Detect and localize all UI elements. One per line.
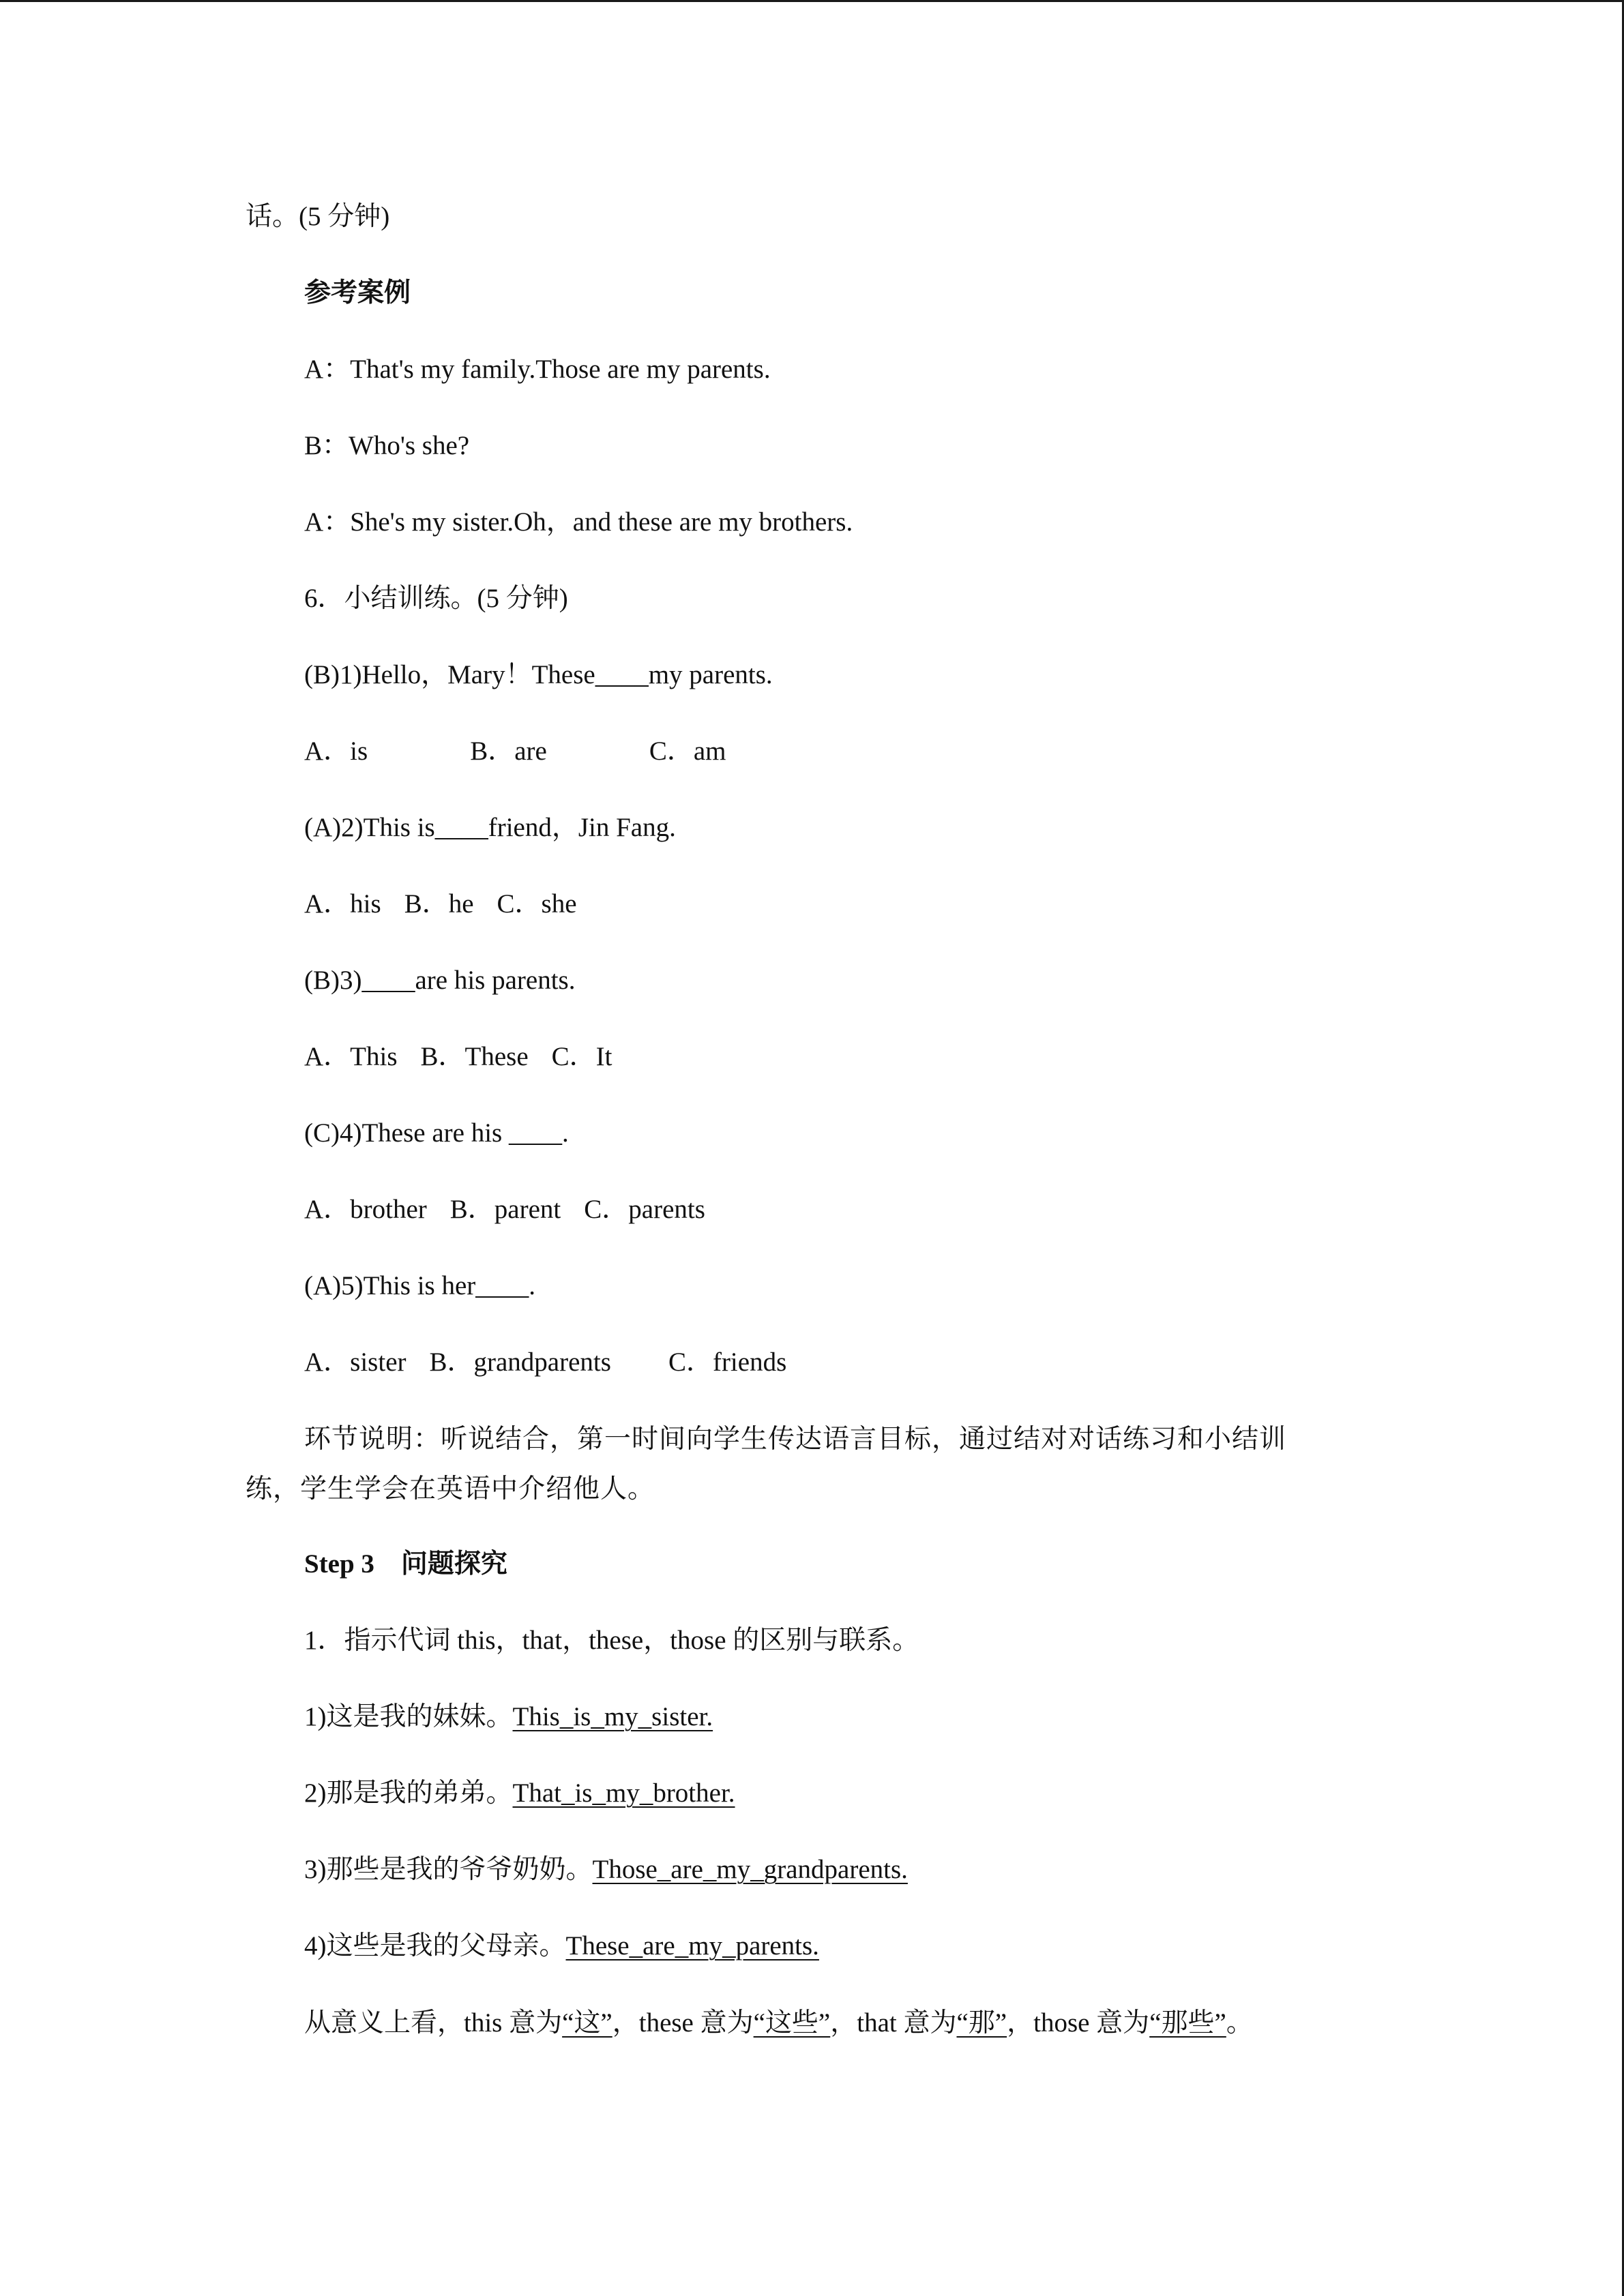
meaning-text: ，those 意为 bbox=[1007, 2008, 1150, 2038]
option-b: B．are bbox=[470, 736, 547, 766]
stage-note: 环节说明：听说结合，第一时间向学生传达语言目标，通过结对对话练习和小结训练，学生学会在英语中介绍他人。 bbox=[246, 1425, 1287, 1504]
option-c: C．friends bbox=[668, 1347, 787, 1377]
meaning-text: 从意义上看，this 意为 bbox=[304, 2008, 563, 2038]
option-a: A．This bbox=[304, 1042, 398, 1071]
dialogue-line: B：Who's she? bbox=[304, 431, 470, 460]
dialogue-line: A：That's my family.Those are my parents. bbox=[304, 355, 771, 384]
document-page bbox=[246, 198, 1337, 2048]
question-5: (A)5)This is her____. bbox=[304, 1271, 536, 1300]
meaning-text: 。 bbox=[1226, 2008, 1253, 2038]
question-2-options bbox=[246, 885, 1337, 923]
example-3-chinese: 3)那些是我的爷爷奶奶。 bbox=[304, 1855, 593, 1884]
example-4-chinese: 4)这些是我的父母亲。 bbox=[304, 1931, 566, 1960]
question-4: (C)4)These are his ____. bbox=[304, 1118, 569, 1148]
example-1 bbox=[246, 1698, 1337, 1736]
meaning-answer-this: “这” bbox=[562, 2008, 612, 2038]
meaning-answer-those: “那些” bbox=[1149, 2008, 1226, 2038]
option-a: A．is bbox=[304, 736, 368, 766]
example-1-answer: This_is_my_sister. bbox=[512, 1702, 713, 1731]
option-b: B．grandparents bbox=[429, 1347, 611, 1377]
option-c: C．she bbox=[497, 889, 577, 919]
question-2: (A)2)This is____friend，Jin Fang. bbox=[304, 813, 676, 842]
example-3 bbox=[246, 1851, 1337, 1889]
meaning-answer-these: “这些” bbox=[753, 2008, 831, 2038]
option-b: B．parent bbox=[449, 1195, 561, 1224]
option-c: C．parents bbox=[584, 1195, 705, 1224]
example-2 bbox=[246, 1774, 1337, 1813]
meaning-answer-that: “那” bbox=[956, 2008, 1007, 2038]
exercise-heading: 6．小结训练。(5 分钟) bbox=[304, 584, 568, 613]
option-a: A．sister bbox=[304, 1347, 407, 1377]
meaning-text: ，that 意为 bbox=[830, 2008, 957, 2038]
topic-heading: 1．指示代词 this，that，these，those 的区别与联系。 bbox=[304, 1626, 919, 1655]
option-a: A．brother bbox=[304, 1195, 427, 1224]
question-3-options bbox=[246, 1038, 1337, 1076]
meaning-paragraph bbox=[246, 1998, 1337, 2048]
option-b: B．he bbox=[404, 889, 474, 919]
example-2-chinese: 2)那是我的弟弟。 bbox=[304, 1778, 513, 1808]
meaning-text: ，these 意为 bbox=[612, 2008, 754, 2038]
example-3-answer: Those_are_my_grandparents. bbox=[592, 1855, 908, 1884]
example-4-answer: These_are_my_parents. bbox=[565, 1931, 819, 1960]
option-b: B．These bbox=[420, 1042, 529, 1071]
top-border bbox=[0, 0, 1624, 2]
step-3-heading: Step 3 问题探究 bbox=[304, 1549, 507, 1579]
question-1: (B)1)Hello，Mary！These____my parents. bbox=[304, 660, 773, 689]
question-1-options bbox=[246, 732, 1337, 771]
example-4 bbox=[246, 1927, 1337, 1965]
text-line: 话。(5 分钟) bbox=[246, 202, 390, 231]
question-5-options bbox=[246, 1343, 1337, 1382]
example-1-chinese: 1)这是我的妹妹。 bbox=[304, 1702, 513, 1731]
option-c: C．It bbox=[551, 1042, 612, 1071]
dialogue-line: A：She's my sister.Oh，and these are my brothers. bbox=[304, 507, 853, 537]
option-a: A．his bbox=[304, 889, 381, 919]
question-3: (B)3)____are his parents. bbox=[304, 966, 576, 995]
option-c: C．am bbox=[649, 736, 726, 766]
question-4-options bbox=[246, 1191, 1337, 1229]
example-2-answer: That_is_my_brother. bbox=[512, 1778, 735, 1808]
section-heading: 参考案例 bbox=[304, 278, 411, 308]
